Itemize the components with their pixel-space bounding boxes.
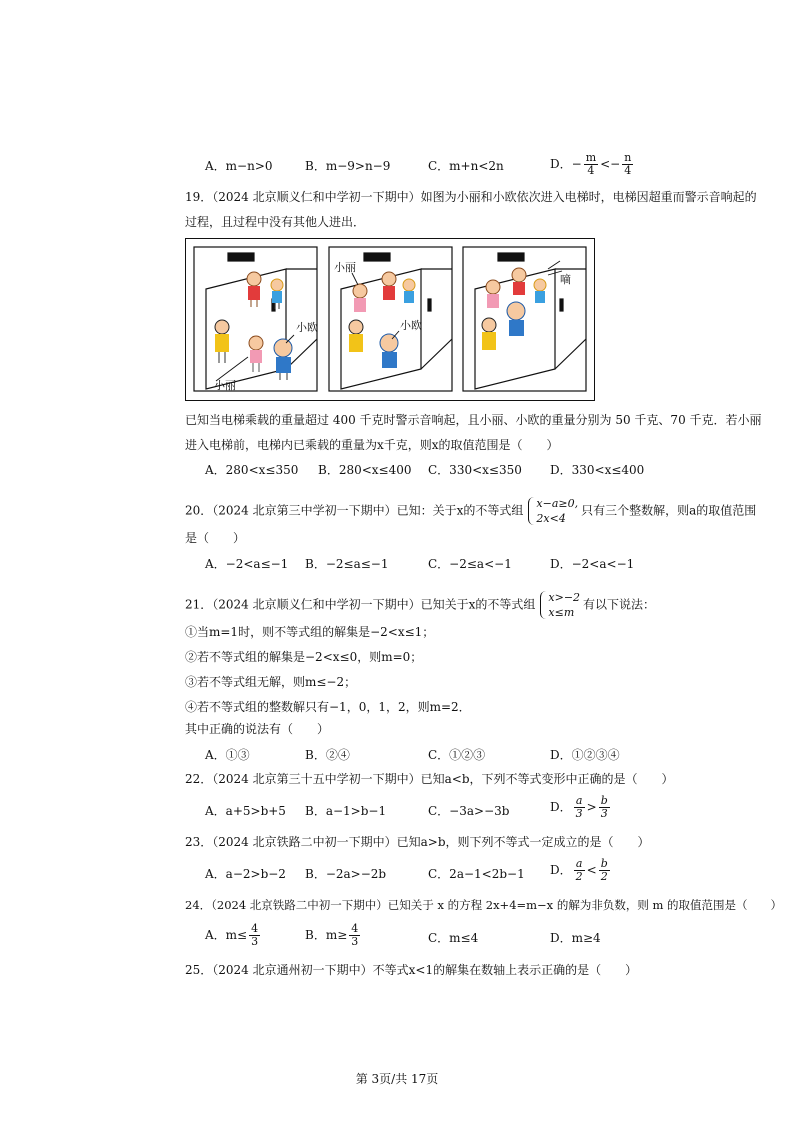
q21-question: 其中正确的说法有（ ） [185, 722, 330, 736]
label-xiaoli: 小丽 [334, 262, 356, 274]
girl-figure [247, 272, 261, 307]
label-xiaoou: 小欧 [400, 320, 422, 332]
denominator: 3 [251, 935, 259, 948]
option-label: D． [550, 800, 572, 814]
fraction [599, 858, 610, 883]
q20-stem-line2: 是（ ） [185, 531, 246, 545]
system-row: x−a≥0, [536, 497, 579, 510]
denominator: 3 [351, 935, 359, 948]
fraction [622, 152, 633, 177]
system-row: x≤m [548, 606, 575, 619]
q19-stem-line4: 进入电梯前，电梯内已乘载的重量为x千克，则x的取值范围是（ ） [185, 438, 559, 452]
q23-option-b: B．−2a>−2b [305, 867, 387, 881]
q19-stem-line3: 已知当电梯乘载的重量超过 400 千克时警示音响起，且小丽、小欧的重量分别为 50 千克、70 千克．若小丽 [185, 413, 762, 427]
numerator: a [574, 858, 585, 871]
q20-stem-text: 20．（2024 北京第三中学初一下期中）已知：关于x的不等式组 [185, 503, 524, 518]
q19-option-d: D．330<x≤400 [550, 463, 645, 477]
numerator: 4 [251, 922, 259, 935]
page-footer: 第 3页/共 17页 [355, 1072, 439, 1086]
q20-stem-line1 [185, 496, 756, 526]
man-figure [215, 320, 229, 363]
q24-option-c: C．m≤4 [428, 931, 479, 945]
q22-option-d [550, 795, 612, 820]
q24-option-a [205, 923, 262, 948]
q18-option-d [550, 152, 635, 177]
q20-option-d: D．−2<a<−1 [550, 557, 635, 571]
numerator: n [624, 151, 632, 164]
q24-stem: 24．（2024 北京铁路二中初一下期中）已知关于 x 的方程 2x+4=m−x 的解为非负数，则 m 的取值范围是（ ） [185, 898, 783, 912]
denominator: 4 [587, 164, 595, 177]
q19-option-c: C．330<x≤350 [428, 463, 522, 477]
q21-statement-4: ④若不等式组的整数解只有−1，0，1，2，则m=2． [185, 700, 471, 714]
q21-option-d: D．①②③④ [550, 748, 620, 762]
system-row: 2x<4 [536, 512, 566, 525]
q19-stem-line2: 过程，且过程中没有其他人进出． [185, 215, 366, 229]
relation: > [586, 800, 597, 814]
inequality-system [538, 590, 580, 620]
fraction [249, 923, 260, 948]
fraction [599, 795, 610, 820]
q20-stem-text: 只有三个整数解，则a的取值范围 [581, 503, 757, 518]
option-label: A．m≤ [205, 928, 248, 942]
option-label: D． [550, 157, 572, 171]
q21-stem-text: 21．（2024 北京顺义仁和中学初一下期中）已知关于x的不等式组 [185, 597, 536, 612]
q18-option-c: C．m+n<2n [428, 159, 504, 173]
q25-stem: 25．（2024 北京通州初一下期中）不等式x<1的解集在数轴上表示正确的是（ ） [185, 963, 638, 977]
q24-option-b [305, 923, 362, 948]
numerator: m [585, 151, 597, 164]
inequality-system [526, 496, 578, 526]
numerator: b [600, 857, 608, 870]
q22-option-a: A．a+5>b+5 [205, 804, 286, 818]
q22-stem: 22．（2024 北京第三十五中学初一下期中）已知a<b，下列不等式变形中正确的是（ ） [185, 772, 674, 786]
q21-statement-2: ②若不等式组的解集是−2<x≤0，则m=0； [185, 650, 423, 664]
q18-option-b: B．m−9>n−9 [305, 159, 391, 173]
q18-option-a: A．m−n>0 [205, 159, 273, 173]
people [215, 268, 546, 380]
q20-option-b: B．−2≤a≤−1 [305, 557, 389, 571]
denominator: 4 [624, 164, 632, 177]
fraction [349, 923, 360, 948]
minus-sign: − [571, 157, 582, 171]
label-xiaoli: 小丽 [214, 380, 236, 392]
option-label: B．m≥ [305, 928, 348, 942]
numerator: 4 [351, 922, 359, 935]
q23-option-d [550, 858, 612, 883]
numerator: a [574, 795, 585, 808]
label-beep: 嘀 [560, 274, 571, 286]
numerator: b [600, 794, 608, 807]
q21-option-b: B．②④ [305, 748, 350, 762]
q24-option-d: D．m≥4 [550, 931, 601, 945]
fraction [574, 858, 585, 883]
q20-option-a: A．−2<a≤−1 [205, 557, 289, 571]
elevator-illustration [186, 239, 593, 399]
q21-option-a: A．①③ [205, 748, 250, 762]
denominator: 3 [575, 807, 583, 820]
q19-option-a: A．280<x≤350 [205, 463, 299, 477]
boy-xiaoou-figure [274, 339, 292, 380]
denominator: 2 [575, 870, 583, 883]
fraction [574, 795, 585, 820]
q22-option-c: C．−3a>−3b [428, 804, 510, 818]
fraction [584, 152, 598, 177]
denominator: 3 [600, 807, 608, 820]
relation: <− [600, 157, 621, 171]
q21-stem-text: 有以下说法： [583, 597, 656, 612]
q22-option-b: B．a−1>b−1 [305, 804, 387, 818]
girl-xiaoli-figure [249, 336, 263, 372]
q19-option-b: B．280<x≤400 [318, 463, 412, 477]
denominator: 2 [600, 870, 608, 883]
relation: < [586, 863, 597, 877]
q21-statement-1: ①当m=1时，则不等式组的解集是−2<x≤1； [185, 625, 435, 639]
option-label: D． [550, 863, 572, 877]
q21-stem-line1 [185, 590, 655, 620]
q23-option-a: A．a−2>b−2 [205, 867, 286, 881]
q20-option-c: C．−2≤a<−1 [428, 557, 512, 571]
label-xiaoou: 小欧 [296, 322, 318, 334]
q21-option-c: C．①②③ [428, 748, 486, 762]
q23-stem: 23．（2024 北京铁路二中初一下期中）已知a>b，则下列不等式一定成立的是（ ） [185, 835, 650, 849]
q23-option-c: C．2a−1<2b−1 [428, 867, 525, 881]
elevator-figure [185, 238, 595, 401]
q19-stem-line1: 19．（2024 北京顺义仁和中学初一下期中）如图为小丽和小欧依次进入电梯时，电梯因超重而警示音响起的 [185, 190, 757, 204]
system-row: x>−2 [548, 591, 581, 604]
q21-statement-3: ③若不等式组无解，则m≤−2； [185, 675, 357, 689]
